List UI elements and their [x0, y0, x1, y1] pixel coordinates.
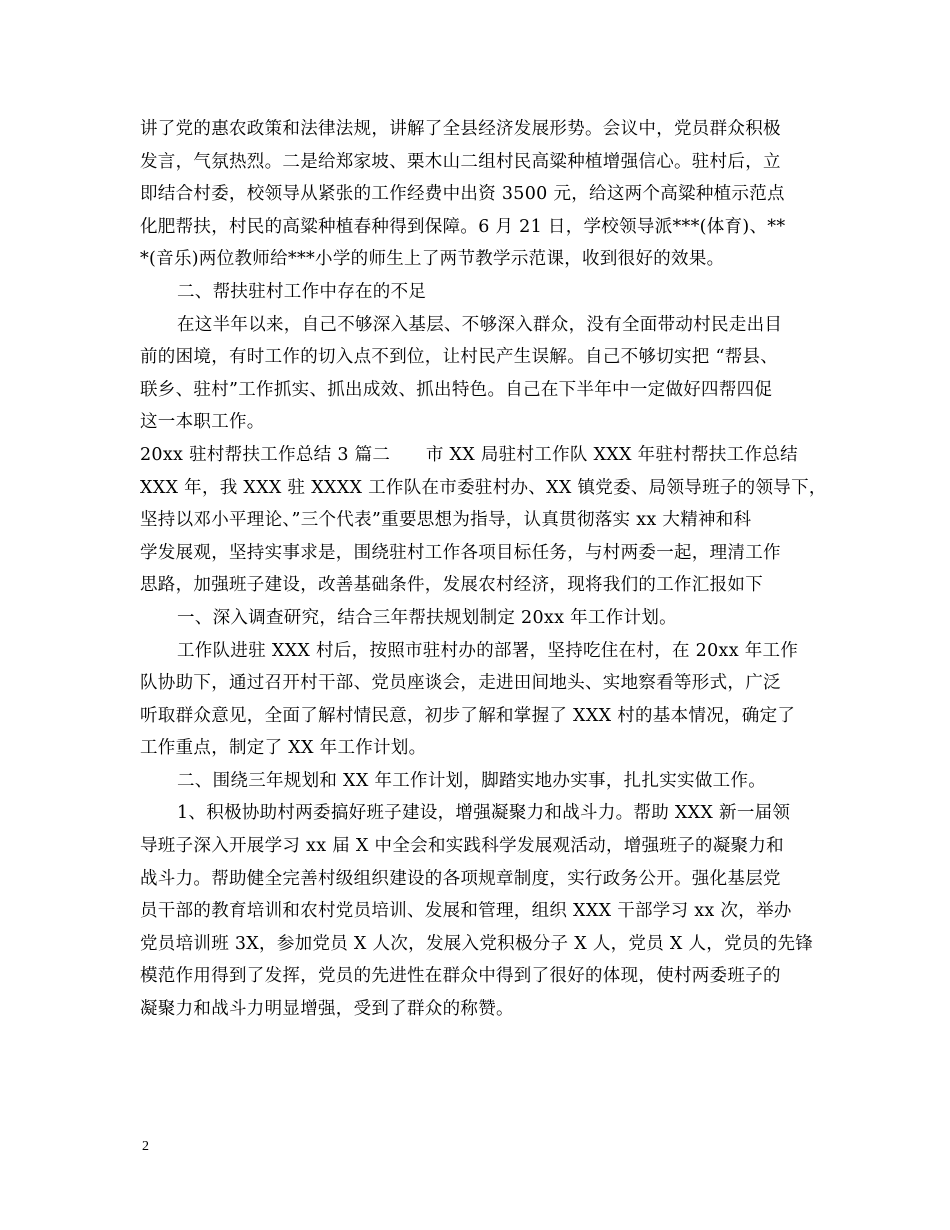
text-line: 20xx 驻村帮扶工作总结 3 篇二 市 XX 局驻村工作队 XXX 年驻村帮扶工作总结 — [140, 444, 798, 465]
text-line: 听取群众意见，全面了解村情民意，初步了解和掌握了 XXX 村的基本情况，确定了 — [140, 705, 796, 726]
text-line: 即结合村委，校领导从紧张的工作经费中出资 3500 元，给这两个高粱种植示范点 — [140, 184, 785, 205]
text-line: 员干部的教育培训和农村党员培训、发展和管理，组织 XXX 干部学习 xx 次，举办 — [140, 901, 792, 922]
text-line: 讲了党的惠农政策和法律法规，讲解了全县经济发展形势。会议中，党员群众积极 — [140, 119, 781, 139]
document-body — [140, 113, 827, 1026]
text-line: 导班子深入开展学习 xx 届 X 中全会和实践科学发展观活动，增强班子的凝聚力和 — [140, 836, 784, 857]
text-line: 队协助下，通过召开村干部、党员座谈会，走进田间地头、实地察看等形式，广泛 — [140, 673, 781, 694]
text-line: XXX 年，我 XXX 驻 XXXX 工作队在市委驻村办、XX 镇党委、局领导班子的领导下， — [140, 477, 827, 498]
text-line: 模范作用得到了发挥，党员的先进性在群众中得到了很好的体现，使村两委班子的 — [140, 966, 781, 987]
text-line: 党员培训班 3X，参加党员 X 人次，发展入党积极分子 X 人，党员 X 人，党员的先锋 — [140, 933, 814, 954]
text-line: 联乡、驻村”工作抓实、抓出成效、抓出特色。自己在下半年中一定做好四帮四促 — [140, 379, 773, 400]
text-line: 发言，气氛热烈。二是给郑家坡、栗木山二组村民高粱种植增强信心。驻村后，立 — [140, 151, 781, 172]
text-line: 1、积极协助村两委搞好班子建设，增强凝聚力和战斗力。帮助 XXX 新一届领 — [177, 803, 791, 824]
text-line: 这一本职工作。 — [140, 412, 265, 433]
page-number: 2 — [142, 1139, 149, 1154]
text-line: 思路，加强班子建设，改善基础条件，发展农村经济，现将我们的工作汇报如下 — [140, 575, 763, 596]
text-line: 前的困境，有时工作的切入点不到位，让村民产生误解。自己不够切实把 “帮县、 — [140, 347, 779, 368]
text-line: 坚持以邓小平理论、”三个代表”重要思想为指导，认真贯彻落实 xx 大精神和科 — [140, 510, 752, 531]
text-line: 二、帮扶驻村工作中存在的不足 — [177, 281, 427, 302]
text-line: 工作重点，制定了 XX 年工作计划。 — [140, 738, 427, 759]
text-line: 二、围绕三年规划和 XX 年工作计划，脚踏实地办实事，扎扎实实做工作。 — [177, 770, 767, 791]
text-line: 化肥帮扶，村民的高粱种植春种得到保障。6 月 21 日，学校领导派***(体育)、** — [140, 216, 786, 237]
text-line: 一、深入调查研究，结合三年帮扶规划制定 20xx 年工作计划。 — [177, 607, 677, 628]
text-line: *(音乐)两位教师给***小学的师生上了两节教学示范课，收到很好的效果。 — [140, 249, 725, 270]
text-line: 在这半年以来，自己不够深入基层、不够深入群众，没有全面带动村民走出目 — [177, 314, 783, 335]
text-line: 凝聚力和战斗力明显增强，受到了群众的称赞。 — [140, 999, 514, 1020]
text-line: 工作队进驻 XXX 村后，按照市驻村办的部署，坚持吃住在村，在 20xx 年工作 — [177, 640, 799, 661]
text-line: 战斗力。帮助健全完善村级组织建设的各项规章制度，实行政务公开。强化基层党 — [140, 868, 781, 889]
text-line: 学发展观，坚持实事求是，围绕驻村工作各项目标任务，与村两委一起，理清工作 — [140, 542, 781, 563]
